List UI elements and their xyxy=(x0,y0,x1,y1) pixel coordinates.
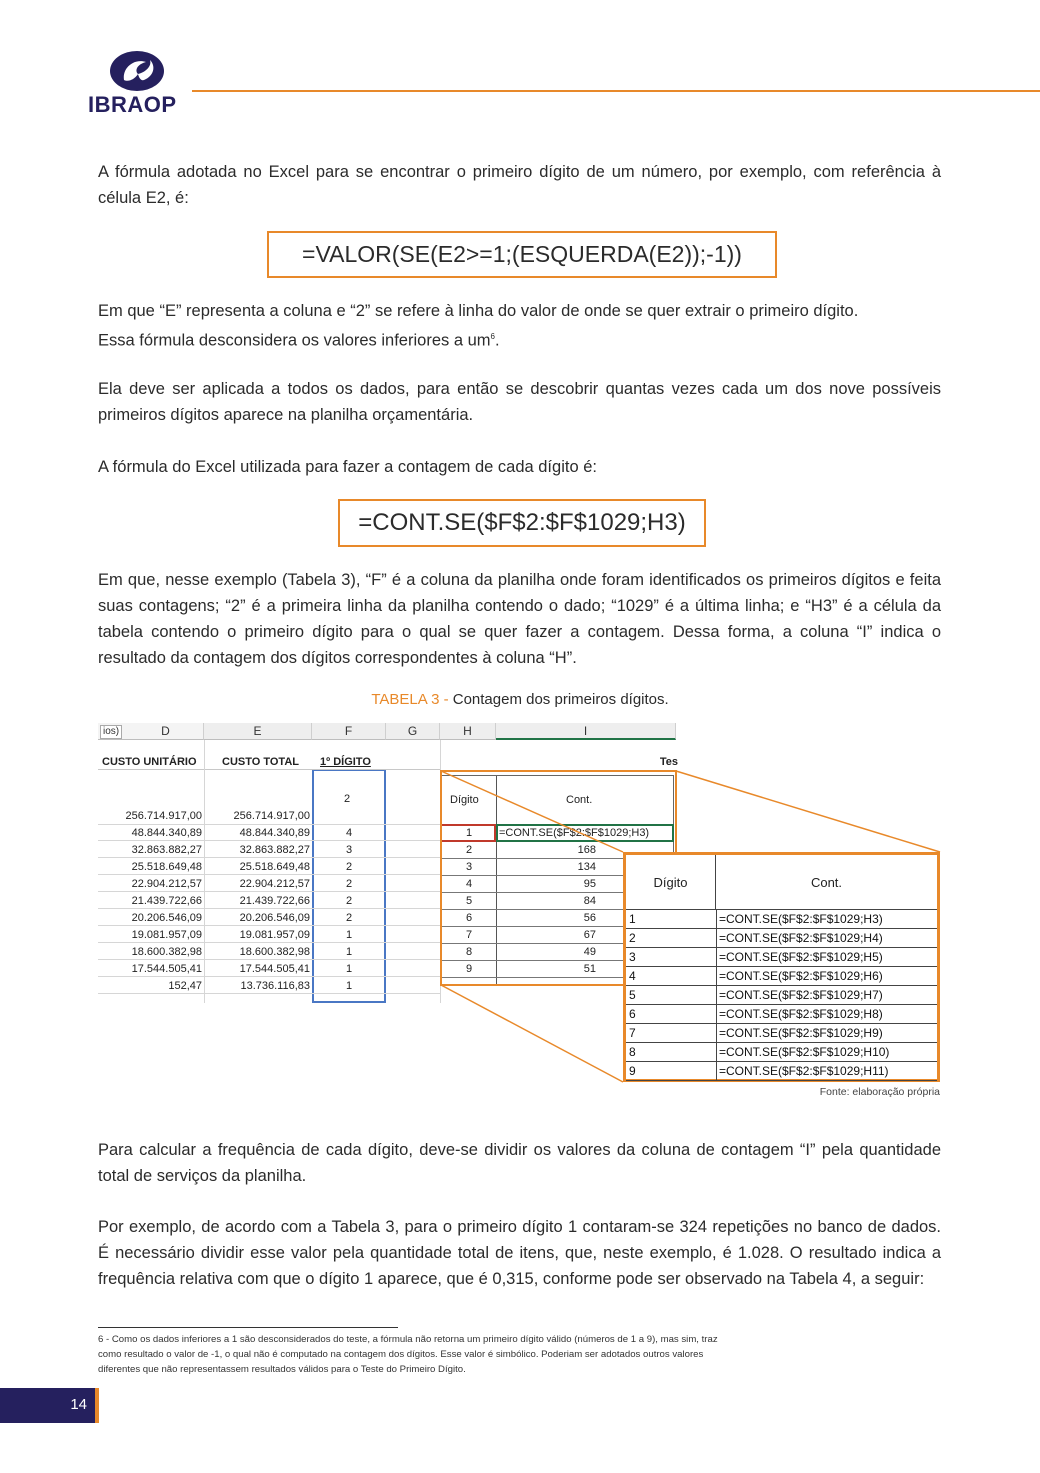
zoom-digit-header: Dígito xyxy=(626,855,716,910)
paragraph-2-line-1: Em que “E” representa a coluna e “2” se refere à linha do valor de onde se quer extrair o primeiro dígito. xyxy=(98,302,859,320)
zoom-table-row xyxy=(626,948,937,967)
cell-digito: 4 xyxy=(465,878,473,890)
logo-text: IBRAOP xyxy=(88,92,177,117)
zoom-table-row xyxy=(626,967,937,986)
paragraph-7: Por exemplo, de acordo com a Tabela 3, para o primeiro dígito 1 contaram-se 324 repetições no banco de dados. É necessário dividir esse valor pela quantidade total de itens, que, neste exemplo, é 1.028. O resultado indica a frequência relativa com que o dígito 1 aparece, que é 0,315, conforme pode ser observado na Tabela 4, a seguir: xyxy=(98,1218,941,1288)
footnote-rule xyxy=(98,1327,398,1328)
table-caption-text: Contagem dos primeiros dígitos. xyxy=(452,691,669,708)
footnote-6: 6 - Como os dados inferiores a 1 são desconsiderados do teste, a fórmula não retorna um primeiro dígito válido (números de 1 a 9), mas sim, traz como resultado o valor de -1, o qual não é computado na contagem dos dígitos. Esse valor é simbólico. Poderiam ser adotados outros valores diferentes que não representassem resultados válidos para o Teste do Primeiro Dígito. xyxy=(98,1334,718,1375)
zoom-formula: =CONT.SE($F$2:$F$1029;H7) xyxy=(719,988,883,1002)
cell-digito: 2 xyxy=(465,844,473,856)
cell-custo-total: 32.863.882,27 xyxy=(239,844,310,856)
cell-custo-total: 21.439.722,66 xyxy=(239,895,310,907)
paragraph-6: Para calcular a frequência de cada dígito, deve-se dividir os valores da coluna de contagem “I” pela quantidade total de serviços da planilha. xyxy=(98,1141,941,1185)
zoom-table-row xyxy=(626,1062,937,1081)
cell-contagem: 56 xyxy=(583,912,596,924)
zoom-digit: 8 xyxy=(629,1045,636,1059)
zoom-formula: =CONT.SE($F$2:$F$1029;H10) xyxy=(719,1045,890,1059)
zoom-digit: 7 xyxy=(629,1026,636,1040)
header-custo-unitario: CUSTO UNITÁRIO xyxy=(102,756,197,768)
cell-e2: 256.714.917,00 xyxy=(233,810,310,822)
cell-custo-total: 13.736.116,83 xyxy=(240,980,310,992)
cell-contagem: 168 xyxy=(577,844,596,856)
zoom-digit: 6 xyxy=(629,1007,636,1021)
page-number-accent xyxy=(95,1388,99,1423)
zoom-formula: =CONT.SE($F$2:$F$1029;H5) xyxy=(719,950,883,964)
cell-contagem: 51 xyxy=(583,963,596,975)
cell-primeiro-digito: 4 xyxy=(345,827,353,839)
cell-primeiro-digito: 1 xyxy=(345,929,353,941)
cell-digito: 6 xyxy=(465,912,473,924)
column-header-h: H xyxy=(440,723,496,740)
mini-count-header: Cont. xyxy=(566,794,593,806)
header-teste: Tes xyxy=(659,756,678,768)
zoom-digit: 3 xyxy=(629,950,636,964)
cell-primeiro-digito: 2 xyxy=(345,912,353,924)
table-caption-label: TABELA 3 - xyxy=(371,691,449,708)
cell-custo-unitario: 19.081.957,09 xyxy=(131,929,202,941)
header-primeiro-digito: 1º DÍGITO xyxy=(320,756,371,768)
cell-custo-unitario: 152,47 xyxy=(168,980,202,992)
mini-digit-header: Dígito xyxy=(450,794,479,806)
cell-primeiro-digito: 2 xyxy=(345,895,353,907)
cell-custo-unitario: 25.518.649,48 xyxy=(131,861,202,873)
cell-custo-total: 22.904.212,57 xyxy=(239,878,310,890)
zoom-digit: 2 xyxy=(629,931,636,945)
paragraph-2-line-2: Essa fórmula desconsidera os valores inferiores a um xyxy=(98,331,491,350)
zoom-formula: =CONT.SE($F$2:$F$1029;H3) xyxy=(719,912,883,926)
zoom-digit: 1 xyxy=(629,912,636,926)
zoom-formula: =CONT.SE($F$2:$F$1029;H6) xyxy=(719,969,883,983)
zoom-table-row xyxy=(626,986,937,1005)
cell-contagem: 134 xyxy=(577,861,596,873)
column-header-g: G xyxy=(386,723,440,740)
cell-primeiro-digito: 1 xyxy=(345,946,353,958)
cell-primeiro-digito: 1 xyxy=(345,963,353,975)
paragraph-4: A fórmula do Excel utilizada para fazer a contagem de cada dígito é: xyxy=(98,458,597,476)
page-number: 14 xyxy=(70,1396,87,1413)
zoom-formula: =CONT.SE($F$2:$F$1029;H8) xyxy=(719,1007,883,1021)
cell-primeiro-digito: 3 xyxy=(345,844,353,856)
paragraph-5: Em que, nesse exemplo (Tabela 3), “F” é a coluna da planilha onde foram identificados os primeiros dígitos e feita suas contagens; “2” é a primeira linha da planilha contendo o dado; “1029” é a última linha; e “H3” é a célula da tabela contendo o primeiro dígito para o qual se quer fazer a contagem. Dessa forma, a coluna “I” indica o resultado da contagem dos dígitos correspondentes à coluna “H”. xyxy=(98,571,941,667)
cell-contagem: 95 xyxy=(583,878,596,890)
cell-f2: 2 xyxy=(344,793,351,805)
cell-custo-total: 48.844.340,89 xyxy=(239,827,310,839)
cell-custo-unitario: 21.439.722,66 xyxy=(131,895,202,907)
cell-custo-unitario: 17.544.505,41 xyxy=(131,963,202,975)
zoom-count-header: Cont. xyxy=(716,855,937,910)
zoom-table-row xyxy=(626,1024,937,1043)
cell-custo-unitario: 18.600.382,98 xyxy=(131,946,202,958)
formula-cont: =CONT.SE($F$2:$F$1029;H3) xyxy=(358,509,686,536)
zoom-table-row xyxy=(626,1043,937,1062)
zoom-formula: =CONT.SE($F$2:$F$1029;H4) xyxy=(719,931,883,945)
zoom-formula: =CONT.SE($F$2:$F$1029;H9) xyxy=(719,1026,883,1040)
page-number-box xyxy=(0,1388,95,1423)
cell-digito: 7 xyxy=(465,929,473,941)
zoom-digit: 9 xyxy=(629,1064,636,1078)
zoomed-formula-table xyxy=(623,852,940,1082)
cell-custo-total: 18.600.382,98 xyxy=(239,946,310,958)
cell-custo-total: 19.081.957,09 xyxy=(239,929,310,941)
table-source: Fonte: elaboração própria xyxy=(819,1086,940,1098)
cell-digito: 8 xyxy=(465,946,473,958)
zoom-digit: 5 xyxy=(629,988,636,1002)
cell-custo-total: 20.206.546,09 xyxy=(239,912,310,924)
cell-custo-total: 25.518.649,48 xyxy=(239,861,310,873)
cell-custo-unitario: 32.863.882,27 xyxy=(131,844,202,856)
cell-d2: 256.714.917,00 xyxy=(125,810,202,822)
cell-primeiro-digito: 2 xyxy=(345,878,353,890)
cell-digito: 1 xyxy=(465,827,473,839)
cell-contagem: 67 xyxy=(583,929,596,941)
zoom-formula: =CONT.SE($F$2:$F$1029;H11) xyxy=(719,1064,889,1078)
cell-custo-total: 17.544.505,41 xyxy=(239,963,310,975)
paragraph-1: A fórmula adotada no Excel para se encontrar o primeiro dígito de um número, por exemplo, com referência à célula E2, é: xyxy=(98,163,941,207)
column-header-e: E xyxy=(204,723,312,740)
footnote-ref[interactable]: 6 xyxy=(490,332,495,341)
cell-contagem: 49 xyxy=(583,946,596,958)
cell-custo-unitario: 20.206.546,09 xyxy=(131,912,202,924)
paragraph-3: Ela deve ser aplicada a todos os dados, para então se descobrir quantas vezes cada um dos nove possíveis primeiros dígitos aparece na planilha orçamentária. xyxy=(98,380,941,424)
zoom-table-row xyxy=(626,929,937,948)
column-header-i: I xyxy=(496,723,676,740)
zoom-digit: 4 xyxy=(629,969,636,983)
column-header-f: F xyxy=(312,723,386,740)
zoom-table-row xyxy=(626,910,937,929)
cell-contagem: 84 xyxy=(583,895,596,907)
cell-digito: 3 xyxy=(465,861,473,873)
cell-custo-unitario: 48.844.340,89 xyxy=(131,827,202,839)
column-letter-d: D xyxy=(161,724,170,738)
paragraph-2-end: . xyxy=(494,331,500,350)
formula-valor: =VALOR(SE(E2>=1;(ESQUERDA(E2));-1)) xyxy=(302,241,742,267)
cell-formula: =CONT.SE($F$2:$F$1029;H3) xyxy=(499,827,650,839)
cell-digito: 9 xyxy=(465,963,473,975)
zoom-table-row xyxy=(626,1005,937,1024)
cell-digito: 5 xyxy=(465,895,473,907)
cell-custo-unitario: 22.904.212,57 xyxy=(131,878,202,890)
name-box[interactable]: ios) xyxy=(100,725,122,739)
header-custo-total: CUSTO TOTAL xyxy=(222,756,299,768)
cell-primeiro-digito: 2 xyxy=(345,861,353,873)
cell-primeiro-digito: 1 xyxy=(345,980,353,992)
